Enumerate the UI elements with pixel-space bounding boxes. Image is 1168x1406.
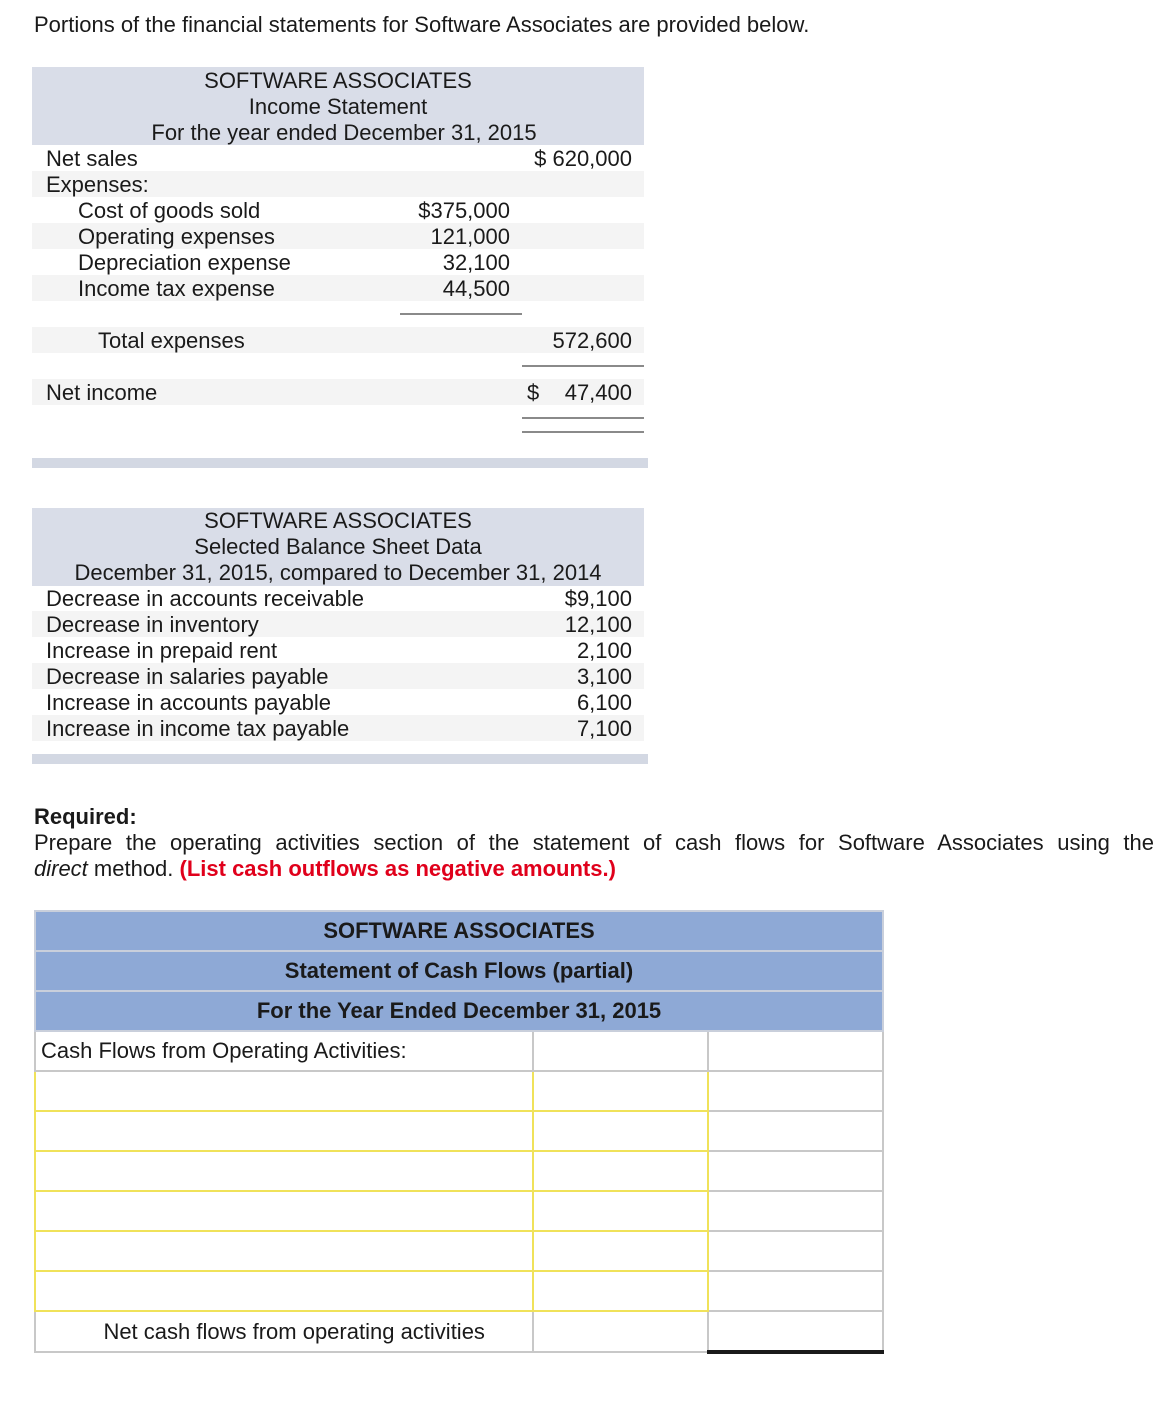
balance-item-label: Increase in prepaid rent (46, 638, 278, 663)
description-input[interactable] (36, 1272, 532, 1310)
section-divider (32, 754, 648, 764)
cash-flow-table (34, 910, 884, 1354)
balance-item-label: Decrease in accounts receivable (46, 586, 364, 611)
description-input-cell[interactable] (35, 1271, 533, 1311)
description-input-cell[interactable] (35, 1231, 533, 1271)
balance-item-label: Decrease in salaries payable (46, 664, 329, 689)
total-rule (522, 365, 644, 367)
description-input-cell[interactable] (35, 1071, 533, 1111)
amount-input[interactable] (534, 1232, 707, 1270)
description-input-cell[interactable] (35, 1191, 533, 1231)
description-input-cell[interactable] (35, 1151, 533, 1191)
balance-item-value: $9,100 (564, 586, 632, 611)
amount-input[interactable] (534, 1272, 707, 1310)
expenses-label: Expenses: (46, 172, 149, 197)
table-row (35, 1231, 883, 1271)
balance-item-label: Decrease in inventory (46, 612, 259, 637)
amount-input[interactable] (534, 1072, 707, 1110)
double-rule-bottom (522, 431, 644, 433)
required-line-1: Prepare the operating activities section of the statement of cash flows for Software Associates using the (34, 830, 1154, 855)
income-statement-period: For the year ended December 31, 2015 (151, 120, 537, 145)
net-sales-value: $ 620,000 (534, 146, 632, 171)
amount-input-cell[interactable] (533, 1111, 708, 1151)
operating-activities-label: Cash Flows from Operating Activities: (35, 1031, 533, 1071)
amount-input-cell[interactable] (533, 1271, 708, 1311)
expense-label: Income tax expense (78, 276, 275, 301)
description-input-cell[interactable] (35, 1111, 533, 1151)
table-row (35, 1031, 883, 1071)
empty-cell (708, 1191, 883, 1231)
empty-cell (708, 1111, 883, 1151)
outflow-note: (List cash outflows as negative amounts.) (179, 856, 616, 881)
balance-item-value: 3,100 (576, 664, 632, 689)
table-row (35, 1111, 883, 1151)
cash-flow-company: SOFTWARE ASSOCIATES (35, 911, 883, 951)
table-header-row (35, 951, 883, 991)
amount-input-cell[interactable] (533, 1231, 708, 1271)
table-row (35, 1071, 883, 1111)
expense-label: Operating expenses (78, 224, 275, 249)
expense-label: Depreciation expense (78, 250, 291, 275)
empty-cell (708, 1071, 883, 1111)
empty-cell (708, 1271, 883, 1311)
description-input[interactable] (36, 1152, 532, 1190)
section-divider (32, 458, 648, 468)
intro-text: Portions of the financial statements for Software Associates are provided below. (34, 12, 810, 37)
amount-input-cell[interactable] (533, 1071, 708, 1111)
net-cash-flows-input[interactable] (709, 1312, 882, 1350)
amount-input[interactable] (534, 1152, 707, 1190)
total-input-cell[interactable] (708, 1311, 883, 1352)
required-line-2 (34, 856, 1154, 882)
description-input[interactable] (36, 1072, 532, 1110)
balance-sheet-title: Selected Balance Sheet Data (194, 534, 482, 559)
table-row (35, 1151, 883, 1191)
expense-value: 121,000 (430, 224, 510, 249)
total-expenses-label: Total expenses (98, 328, 245, 353)
double-rule-top (522, 417, 644, 419)
balance-item-value: 2,100 (576, 638, 632, 663)
description-input[interactable] (36, 1192, 532, 1230)
net-income-dollar-sign: $ (527, 380, 540, 405)
direct-word: direct (34, 856, 88, 881)
empty-cell (708, 1151, 883, 1191)
balance-item-label: Increase in income tax payable (46, 716, 350, 741)
net-cash-flows-label: Net cash flows from operating activities (35, 1311, 533, 1352)
empty-cell (533, 1311, 708, 1352)
amount-input[interactable] (534, 1192, 707, 1230)
amount-input-cell[interactable] (533, 1191, 708, 1231)
balance-sheet-period: December 31, 2015, compared to December 31, 2014 (74, 560, 602, 585)
balance-item-label: Increase in accounts payable (46, 690, 331, 715)
empty-cell (708, 1231, 883, 1271)
income-statement-company: SOFTWARE ASSOCIATES (204, 68, 472, 93)
expense-value: 44,500 (442, 276, 510, 301)
total-expenses-value: 572,600 (552, 328, 632, 353)
total-row (35, 1311, 883, 1352)
cash-flow-period: For the Year Ended December 31, 2015 (35, 991, 883, 1031)
net-income-label: Net income (46, 380, 158, 405)
empty-cell (708, 1031, 883, 1071)
table-header-row (35, 911, 883, 951)
table-row (35, 1191, 883, 1231)
description-input[interactable] (36, 1232, 532, 1270)
balance-item-value: 12,100 (564, 612, 632, 637)
expense-label: Cost of goods sold (78, 198, 261, 223)
subtotal-rule (400, 313, 522, 315)
method-text: method. (87, 856, 180, 881)
income-statement-title: Income Statement (248, 94, 428, 119)
amount-input[interactable] (534, 1112, 707, 1150)
table-header-row (35, 991, 883, 1031)
description-input[interactable] (36, 1112, 532, 1150)
required-section (34, 804, 1154, 882)
amount-input-cell[interactable] (533, 1151, 708, 1191)
balance-item-value: 6,100 (576, 690, 632, 715)
net-sales-label: Net sales (46, 146, 138, 171)
expense-value: $375,000 (418, 198, 510, 223)
required-title: Required: (34, 804, 137, 829)
empty-cell (533, 1031, 708, 1071)
expense-value: 32,100 (442, 250, 510, 275)
table-row (35, 1271, 883, 1311)
cash-flow-title: Statement of Cash Flows (partial) (35, 951, 883, 991)
balance-sheet-company: SOFTWARE ASSOCIATES (204, 508, 472, 533)
net-income-value: 47,400 (564, 380, 632, 405)
balance-item-value: 7,100 (576, 716, 632, 741)
